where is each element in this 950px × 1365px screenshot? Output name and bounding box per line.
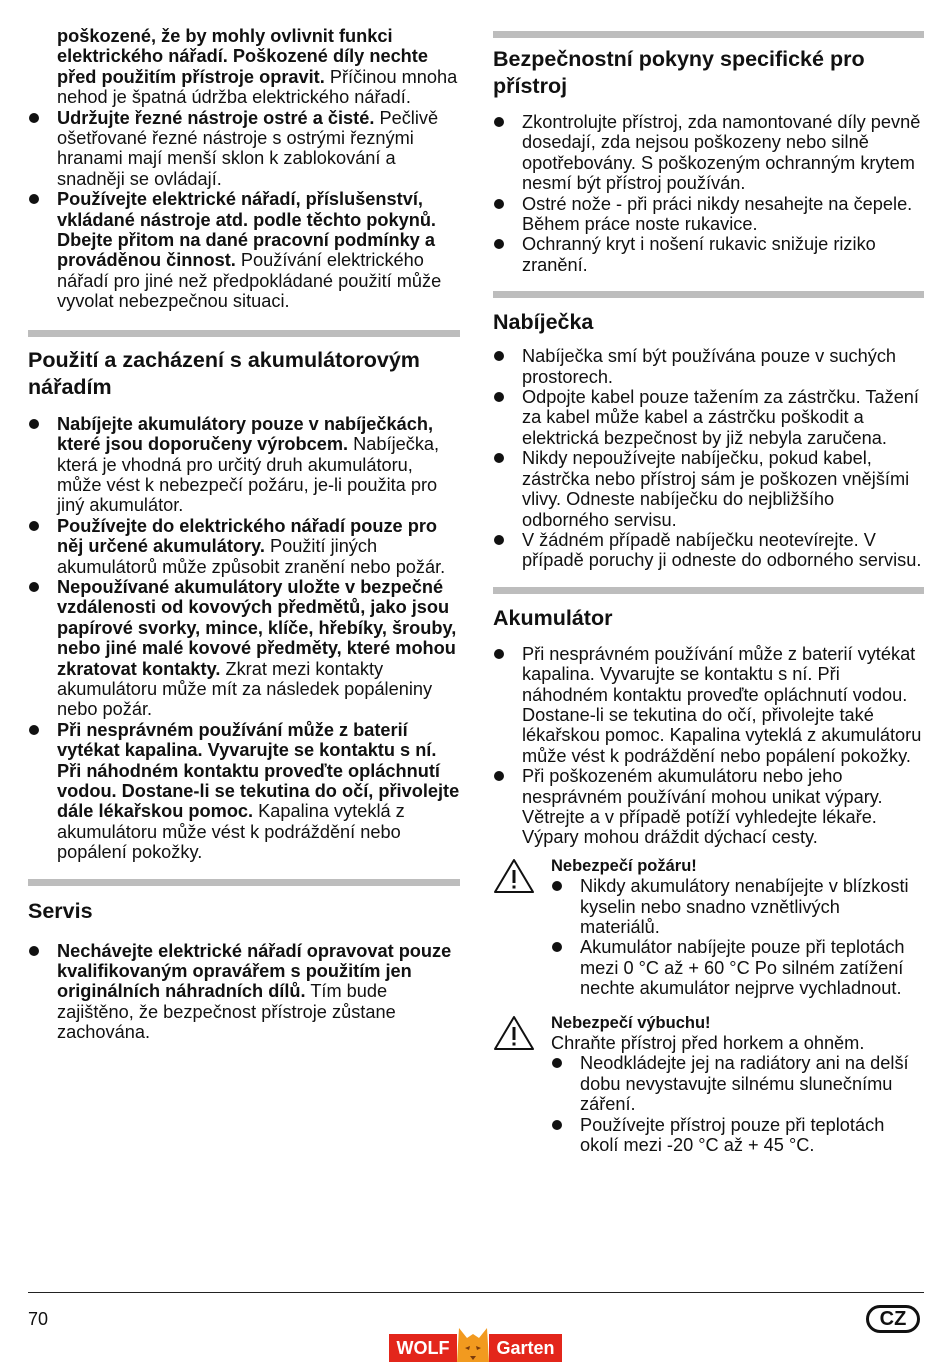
warning-explosion-text: Chraňte přístroj před horkem a ohněm.	[551, 1033, 865, 1054]
section-rule	[493, 291, 924, 298]
warning-fire	[493, 856, 924, 999]
wolf-head-icon	[453, 1322, 493, 1362]
bullet-do-not-open: V žádném případě nabíječku neotevírejte. V případě poruchy ji odneste do odborného servisu.	[493, 530, 924, 571]
bullet-bold: Nabíjejte akumulátory pouze v nabíječkách, které jsou doporučeny výrobcem.	[57, 413, 433, 455]
bullet-normal: Tím bude zajištěno, že bezpečnost přístroje zůstane zachována.	[57, 981, 396, 1043]
bullet-normal: Zkrat mezi kontakty akumulátoru může mít za následek popáleniny nebo požár.	[57, 658, 433, 720]
bullet-guard: Ochranný kryt i nošení rukavic snižuje riziko zranění.	[493, 234, 924, 275]
warning-fire-title: Nebezpečí požáru!	[551, 856, 697, 875]
section-title-accumulator: Akumulátor	[493, 605, 613, 630]
intro-bold: poškozené, že by mohly ovlivnit funkci elektrického nářadí. Poškozené díly nechte před použitím přístroje opravit.	[57, 26, 428, 87]
bullet-bold: Udržujte řezné nástroje ostré a čisté.	[57, 107, 375, 128]
bullet-normal: Používání elektrického nářadí pro jiné než předpokládané použití může vyvolat nebezpečnou situaci.	[57, 250, 442, 312]
bullet-dry-room: Nabíječka smí být používána pouze v suchých prostorech.	[493, 346, 924, 387]
warning-explosion-title: Nebezpečí výbuchu!	[551, 1013, 711, 1032]
bullet-bold: Používejte do elektrického nářadí pouze pro něj určené akumulátory.	[57, 515, 438, 557]
bullet-damaged-cable: Nikdy nepoužívejte nabíječku, pokud kabel, zástrčka nebo přístroj sám je poškozen vnějšími vlivy. Odneste nabíječku do nejbližšího odborného servisu.	[493, 448, 924, 530]
warning-explosion	[493, 1013, 924, 1156]
device-bullets	[493, 112, 924, 275]
warning-triangle-icon	[493, 1015, 535, 1051]
bullet-vapors: Při poškozeném akumulátoru nebo jeho nesprávném používání mohou unikat výpary. Větrejte a v případě potíží vyhledejte lékaře. Výpary mohou dráždit dýchací cesty.	[493, 766, 924, 848]
section-title-service: Servis	[28, 898, 93, 923]
wolf-garten-logo	[389, 1322, 562, 1362]
section-title-device: Bezpečnostní pokyny specifické pro přístroj	[493, 47, 865, 98]
battery-bullets	[28, 414, 460, 863]
footer-divider	[28, 1292, 924, 1293]
bullet-bold: Nechávejte elektrické nářadí opravovat pouze kvalifikovaným opravářem s použitím jen originálních náhradních dílů.	[57, 940, 452, 1002]
left-column	[28, 26, 460, 1043]
section-title-battery: Použití a zacházení s akumulátorovým nářadím	[28, 347, 420, 399]
section-rule	[493, 31, 924, 38]
bullet-bold: Používejte elektrické nářadí, příslušenství, vkládané nástroje atd. podle těchto pokynů. Dbejte přitom na dané pracovní podmínky a prováděnou činnost.	[57, 189, 436, 271]
bullet-radiators: Neodkládejte jej na radiátory ani na delší dobu nevystavujte silnému slunečnímu záření.	[551, 1053, 924, 1114]
bullet-dedicated	[28, 516, 460, 577]
logo-garten-text: Garten	[489, 1334, 562, 1362]
bullet-check-device: Zkontrolujte přístroj, zda namontované díly pevně dosedají, zda nejsou poškozeny nebo silně opotřebovány. S poškozeným ochranným krytem nesmí být přístroj používán.	[493, 112, 924, 194]
bullet-normal: Nabíječka, která je vhodná pro určitý druh akumulátoru, může vést k nebezpečí požáru, je-li použita pro jiný akumulátor.	[57, 434, 440, 516]
language-badge: CZ	[866, 1305, 920, 1333]
bullet-ambient-temp: Používejte přístroj pouze při teplotách okolí mezi -20 °C až + 45 °C.	[551, 1115, 924, 1156]
service-bullets	[28, 941, 460, 1043]
section-rule	[28, 330, 460, 337]
bullet-normal: Kapalina vyteklá z akumulátoru může vést k podráždění nebo popálení pokožky.	[57, 801, 405, 863]
bullet-storage	[28, 577, 460, 720]
bullet-bold: Při nesprávném používání může z baterií vytékat kapalina. Vyvarujte se kontaktu s ní. Při náhodném kontaktu proveďte opláchnutí vodou. Dostane-li se tekutina do očí, přivolejte dále lékařskou pomoc.	[57, 719, 460, 822]
section-rule	[28, 879, 460, 886]
bullet-bold: Nepoužívané akumulátory uložte v bezpečné vzdálenosti od kovových předmětů, jako jsou papírové svorky, mince, klíče, hřebíky, šrouby, nebo jiné malé kovové předměty, které mohou zkratovat kontakty.	[57, 576, 457, 679]
section-title-charger: Nabíječka	[493, 310, 594, 335]
intro-normal: Příčinou mnoha nehod je špatná údržba elektrického nářadí.	[57, 66, 458, 108]
bullet-cutting-tools	[28, 108, 460, 190]
section-rule	[493, 587, 924, 594]
right-column	[493, 31, 924, 1155]
bullet-normal: Použití jiných akumulátorů může způsobit zranění nebo požár.	[57, 536, 446, 577]
bullet-unplug: Odpojte kabel pouze tažením za zástrčku. Tažení za kabel může kabel a zástrčku poškodit a elektrická bezpečnost by již nebyla zaručena.	[493, 387, 924, 448]
page-number: 70	[28, 1309, 49, 1329]
bullet-charge	[28, 414, 460, 516]
intro-paragraph	[28, 26, 460, 108]
charger-bullets	[493, 346, 924, 570]
bullet-repair	[28, 941, 460, 1043]
bullet-leak-right: Při nesprávném používání může z baterií vytékat kapalina. Vyvarujte se kontaktu s ní. Při náhodném kontaktu proveďte opláchnutí vodou. Dostane-li se tekutina do očí, přivolejte také lékařskou pomoc. Kapalina vyteklá z akumulátoru může vést k podráždění nebo popálení pokožky.	[493, 644, 924, 766]
accumulator-bullets	[493, 644, 924, 848]
bullet-normal: Pečlivě ošetřované řezné nástroje s ostrými řeznými hranami mají menší sklon k zablokování a snadněji se ovládají.	[57, 107, 439, 189]
bullet-use-tools	[28, 189, 460, 311]
bullet-charge-temp: Akumulátor nabíjejte pouze při teplotách mezi 0 °C až + 60 °C Po silném zatížení nechte akumulátor nejprve vychladnout.	[551, 937, 924, 998]
bullet-leak	[28, 720, 460, 863]
bullet-acids: Nikdy akumulátory nenabíjejte v blízkosti kyselin nebo snadno vznětlivých materiálů.	[551, 876, 924, 937]
bullet-sharp-blades: Ostré nože - při práci nikdy nesahejte na čepele. Během práce noste rukavice.	[493, 194, 924, 235]
warning-triangle-icon	[493, 858, 535, 894]
logo-wolf-text: WOLF	[389, 1334, 457, 1362]
